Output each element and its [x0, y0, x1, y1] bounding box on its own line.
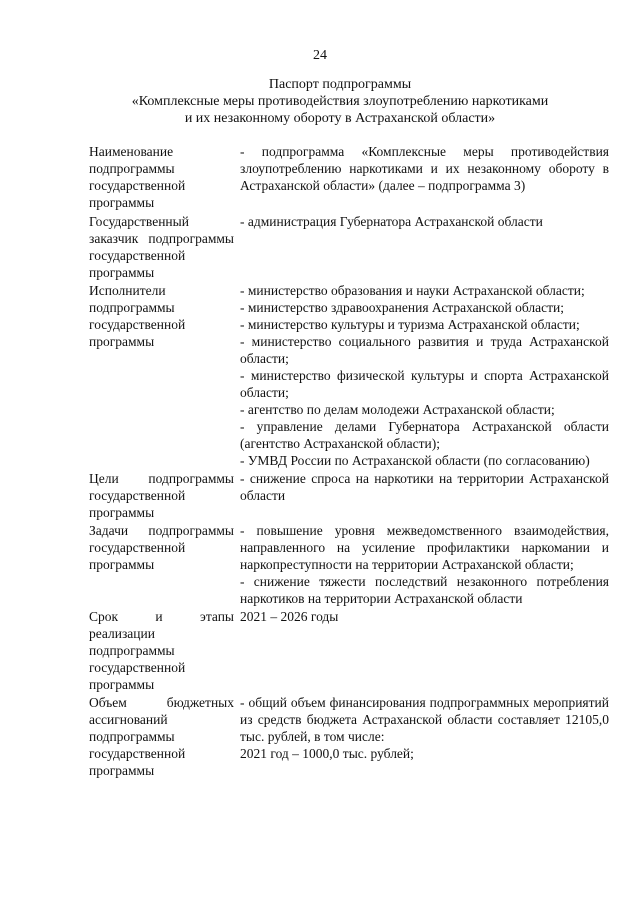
value-paragraph: - снижение спроса на наркотики на территории Астраханской области	[240, 471, 609, 503]
row-label: Цели подпрограммы государственной программы	[89, 471, 234, 520]
value-paragraph: - министерство культуры и туризма Астраханской области;	[240, 317, 580, 332]
value-paragraph: - общий объем финансирования подпрограммных мероприятий из средств бюджета Астраханской области составляет 12105,0 тыс. рублей, в том числе:	[240, 695, 609, 744]
passport-title	[60, 76, 620, 127]
value-paragraph: - управление делами Губернатора Астраханской области (агентство Астраханской области);	[240, 419, 609, 451]
value-paragraph: - министерство социального развития и труда Астраханской области;	[240, 334, 609, 366]
page-number: 24	[313, 48, 327, 63]
value-paragraph: - министерство здравоохранения Астраханской области;	[240, 300, 564, 315]
value-paragraph: - администрация Губернатора Астраханской области	[240, 214, 543, 229]
title-line-2: «Комплексные меры противодействия злоупотреблению наркотиками	[131, 94, 549, 109]
row-tasks	[89, 522, 609, 607]
title-line-3: и их незаконному обороту в Астраханской области»	[184, 111, 496, 126]
row-label: Задачи подпрограммы государственной программы	[89, 523, 234, 572]
row-budget	[89, 694, 609, 779]
row-label: Наименование подпрограммы государственной программы	[89, 144, 186, 210]
value-paragraph: - снижение тяжести последствий незаконного потребления наркотиков на территории Астраханской области	[240, 574, 609, 606]
row-value	[240, 608, 609, 625]
row-goals	[89, 470, 609, 521]
value-paragraph: - министерство образования и науки Астраханской области;	[240, 283, 585, 298]
value-paragraph: - агентство по делам молодежи Астраханской области;	[240, 402, 555, 417]
value-paragraph: - подпрограмма «Комплексные меры противодействия злоупотреблению наркотиками и их незаконному обороту в Астраханской области» (далее – подпрограмма 3)	[240, 144, 609, 193]
row-label: Исполнители подпрограммы государственной программы	[89, 283, 186, 349]
row-label: Объем бюджетных ассигнований подпрограммы государственной программы	[89, 695, 234, 778]
row-value	[240, 213, 609, 230]
row-value	[240, 143, 609, 194]
value-paragraph: - министерство физической культуры и спорта Астраханской области;	[240, 368, 609, 400]
row-terms	[89, 608, 609, 693]
row-label: Срок и этапы реализации подпрограммы государственной программы	[89, 609, 234, 692]
value-paragraph: - повышение уровня межведомственного взаимодействия, направленного на усиление профилактики наркомании и наркопреступности на территории Астраханской области;	[240, 523, 609, 572]
row-value	[240, 694, 609, 762]
value-paragraph: - УМВД России по Астраханской области (по согласованию)	[240, 453, 590, 468]
row-label: Государственный заказчик подпрограммы государственной программы	[89, 214, 234, 280]
row-value	[240, 522, 609, 607]
row-executors	[89, 282, 609, 469]
row-name	[89, 143, 609, 211]
row-value	[240, 470, 609, 504]
value-paragraph: 2021 – 2026 годы	[240, 609, 339, 624]
title-line-1: Паспорт подпрограммы	[268, 77, 412, 92]
value-paragraph: 2021 год – 1000,0 тыс. рублей;	[240, 746, 414, 761]
row-value	[240, 282, 609, 469]
passport-table	[89, 143, 609, 780]
row-customer	[89, 213, 609, 281]
